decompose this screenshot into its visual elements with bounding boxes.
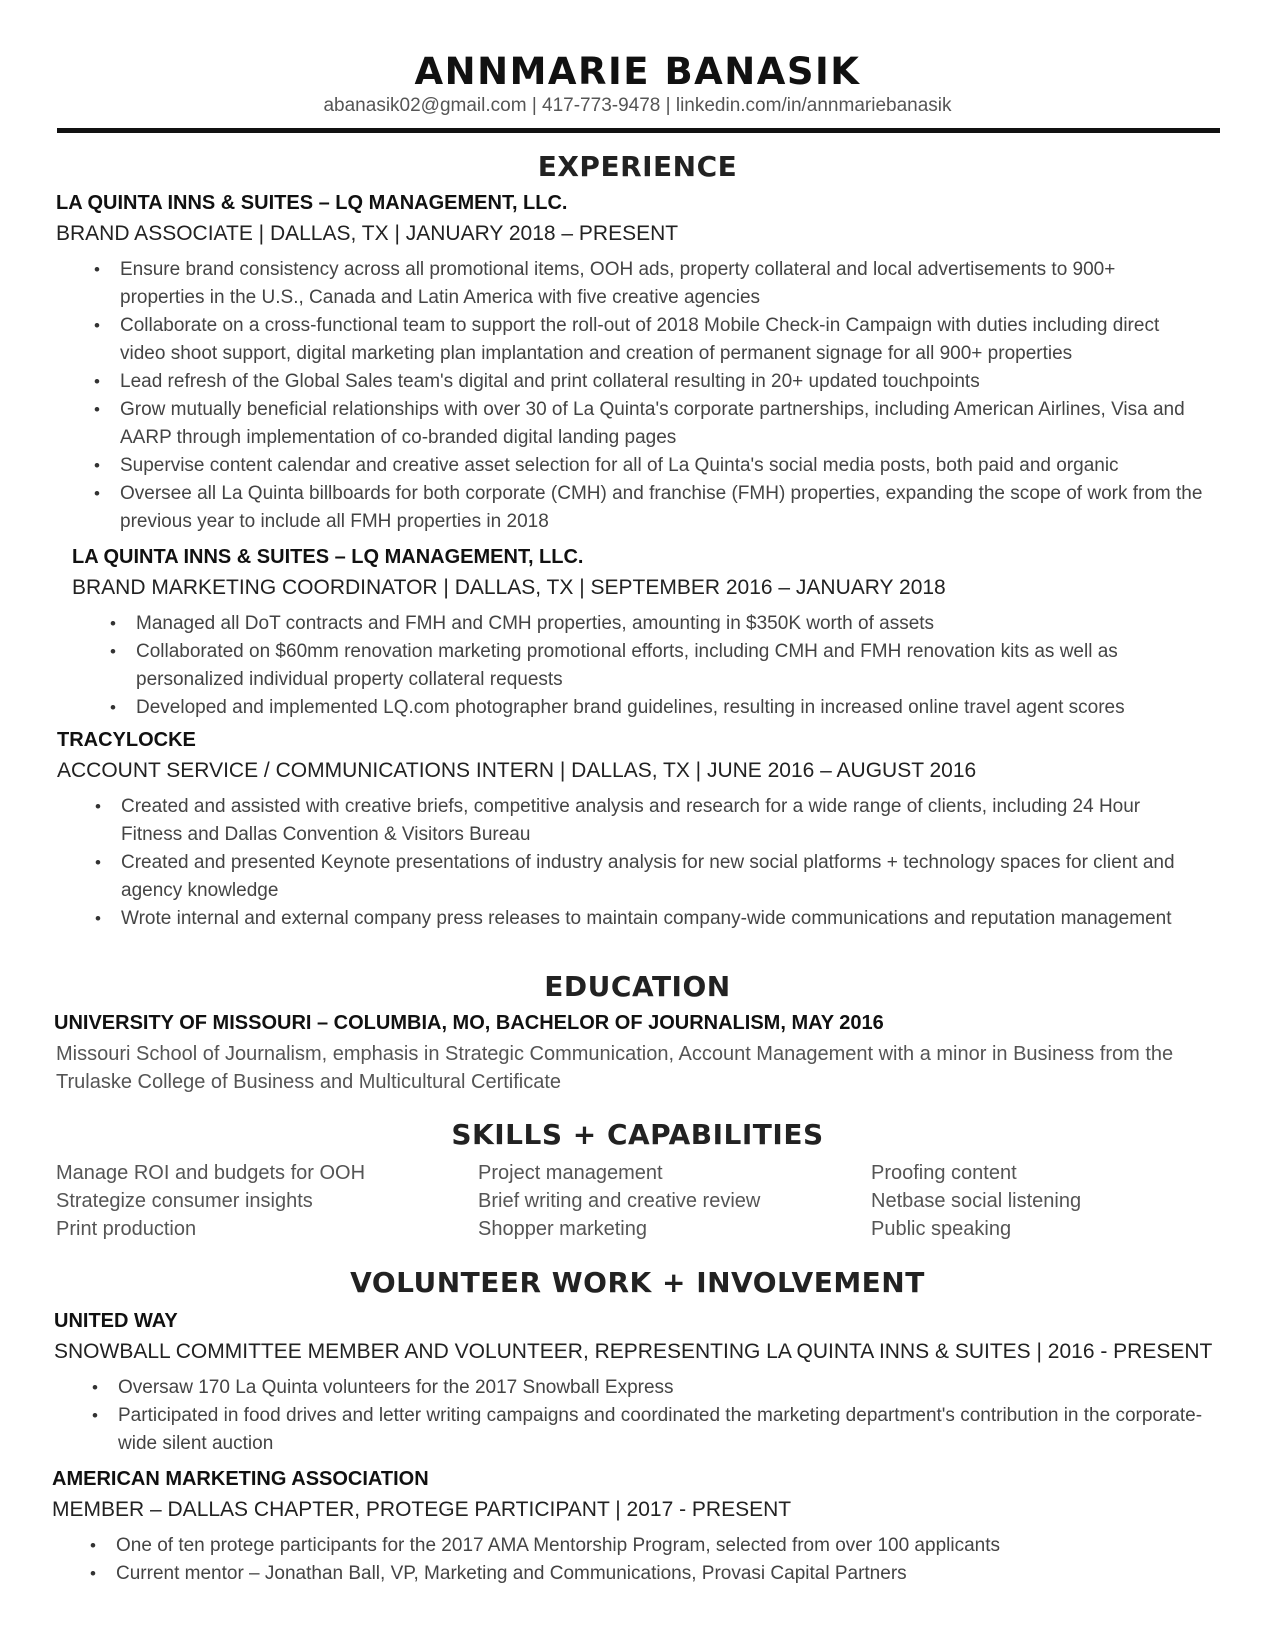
school-line: UNIVERSITY OF MISSOURI – COLUMBIA, MO, BACHELOR OF JOURNALISM, MAY 2016 <box>54 1012 884 1034</box>
volunteer-role: MEMBER – DALLAS CHAPTER, PROTEGE PARTICIPANT | 2017 - PRESENT <box>52 1498 792 1521</box>
experience-heading: EXPERIENCE <box>537 150 738 183</box>
job-role: BRAND ASSOCIATE | DALLAS, TX | JANUARY 2018 – PRESENT <box>56 222 679 245</box>
volunteer-heading: VOLUNTEER WORK + INVOLVEMENT <box>350 1266 925 1299</box>
job-org: LA QUINTA INNS & SUITES – LQ MANAGEMENT, LLC. <box>72 546 584 568</box>
list-item: • Created and assisted with creative briefs, competitive analysis and research for a wide range of clients, including 24 Hour Fitness and Dallas Convention & Visitors Bureau <box>95 793 1205 849</box>
list-item: • Oversaw 170 La Quinta volunteers for the 2017 Snowball Express <box>92 1374 1217 1402</box>
candidate-name: ANNMARIE BANASIK <box>414 50 861 93</box>
skill-item: Print production <box>56 1218 197 1240</box>
skill-item: Shopper marketing <box>478 1218 647 1240</box>
list-item: • Supervise content calendar and creative asset selection for all of La Quinta's social media posts, both paid and organic <box>94 452 1204 480</box>
volunteer-bullets <box>92 1374 1217 1458</box>
skill-item: Strategize consumer insights <box>56 1190 313 1212</box>
skill-item: Public speaking <box>871 1218 1012 1240</box>
skill-item: Project management <box>478 1162 663 1184</box>
contact-line: abanasik02@gmail.com | 417-773-9478 | linkedin.com/in/annmariebanasik <box>323 95 952 116</box>
skill-item: Proofing content <box>871 1162 1017 1184</box>
job-org: TRACYLOCKE <box>57 729 196 751</box>
job-bullets <box>94 256 1204 536</box>
list-item: • Oversee all La Quinta billboards for both corporate (CMH) and franchise (FMH) properties, expanding the scope of work from the previous year to include all FMH properties in 2018 <box>94 480 1204 536</box>
header-divider <box>57 128 1220 133</box>
list-item: • Grow mutually beneficial relationships with over 30 of La Quinta's corporate partnerships, including American Airlines, Visa and AARP through implementation of co-branded digital landing pages <box>94 396 1204 452</box>
list-item: • Wrote internal and external company press releases to maintain company-wide communications and reputation management <box>95 905 1205 933</box>
education-heading: EDUCATION <box>544 970 731 1003</box>
skills-heading: SKILLS + CAPABILITIES <box>451 1118 824 1151</box>
volunteer-bullets <box>90 1532 1215 1588</box>
list-item: • Lead refresh of the Global Sales team's digital and print collateral resulting in 20+ updated touchpoints <box>94 368 1204 396</box>
list-item: • Developed and implemented LQ.com photographer brand guidelines, resulting in increased online travel agent scores <box>110 694 1220 722</box>
list-item: • Created and presented Keynote presentations of industry analysis for new social platforms + technology spaces for client and agency knowledge <box>95 849 1205 905</box>
list-item: • Participated in food drives and letter writing campaigns and coordinated the marketing department's contribution in the corporate-wide silent auction <box>92 1402 1217 1458</box>
skills-grid <box>56 1162 1216 1252</box>
list-item: • One of ten protege participants for the 2017 AMA Mentorship Program, selected from over 100 applicants <box>90 1532 1215 1560</box>
list-item: • Ensure brand consistency across all promotional items, OOH ads, property collateral and local advertisements to 900+ properties in the U.S., Canada and Latin America with five creative agencies <box>94 256 1204 312</box>
volunteer-org: UNITED WAY <box>54 1310 178 1332</box>
volunteer-org: AMERICAN MARKETING ASSOCIATION <box>52 1468 429 1490</box>
job-role: BRAND MARKETING COORDINATOR | DALLAS, TX | SEPTEMBER 2016 – JANUARY 2018 <box>72 576 946 599</box>
volunteer-role: SNOWBALL COMMITTEE MEMBER AND VOLUNTEER, REPRESENTING LA QUINTA INNS & SUITES | 2016 - PRESENT <box>54 1340 1213 1363</box>
list-item: • Collaborate on a cross-functional team to support the roll-out of 2018 Mobile Check-in Campaign with duties including direct video shoot support, digital marketing plan implantation and creation of permanent signage for all 900+ properties <box>94 312 1204 368</box>
skill-item: Brief writing and creative review <box>478 1190 761 1212</box>
job-bullets <box>110 610 1220 722</box>
skill-item: Netbase social listening <box>871 1190 1082 1212</box>
list-item: • Managed all DoT contracts and FMH and CMH properties, amounting in $350K worth of assets <box>110 610 1220 638</box>
skill-item: Manage ROI and budgets for OOH <box>56 1162 366 1184</box>
list-item: • Collaborated on $60mm renovation marketing promotional efforts, including CMH and FMH renovation kits as well as personalized individual property collateral requests <box>110 638 1220 694</box>
job-org: LA QUINTA INNS & SUITES – LQ MANAGEMENT, LLC. <box>56 192 568 214</box>
job-bullets <box>95 793 1205 933</box>
job-role: ACCOUNT SERVICE / COMMUNICATIONS INTERN | DALLAS, TX | JUNE 2016 – AUGUST 2016 <box>57 759 977 782</box>
education-description: Missouri School of Journalism, emphasis in Strategic Communication, Account Management with a minor in Business from the Trulaske College of Business and Multicultural Certificate <box>56 1043 1174 1093</box>
list-item: • Current mentor – Jonathan Ball, VP, Marketing and Communications, Provasi Capital Partners <box>90 1560 1215 1588</box>
